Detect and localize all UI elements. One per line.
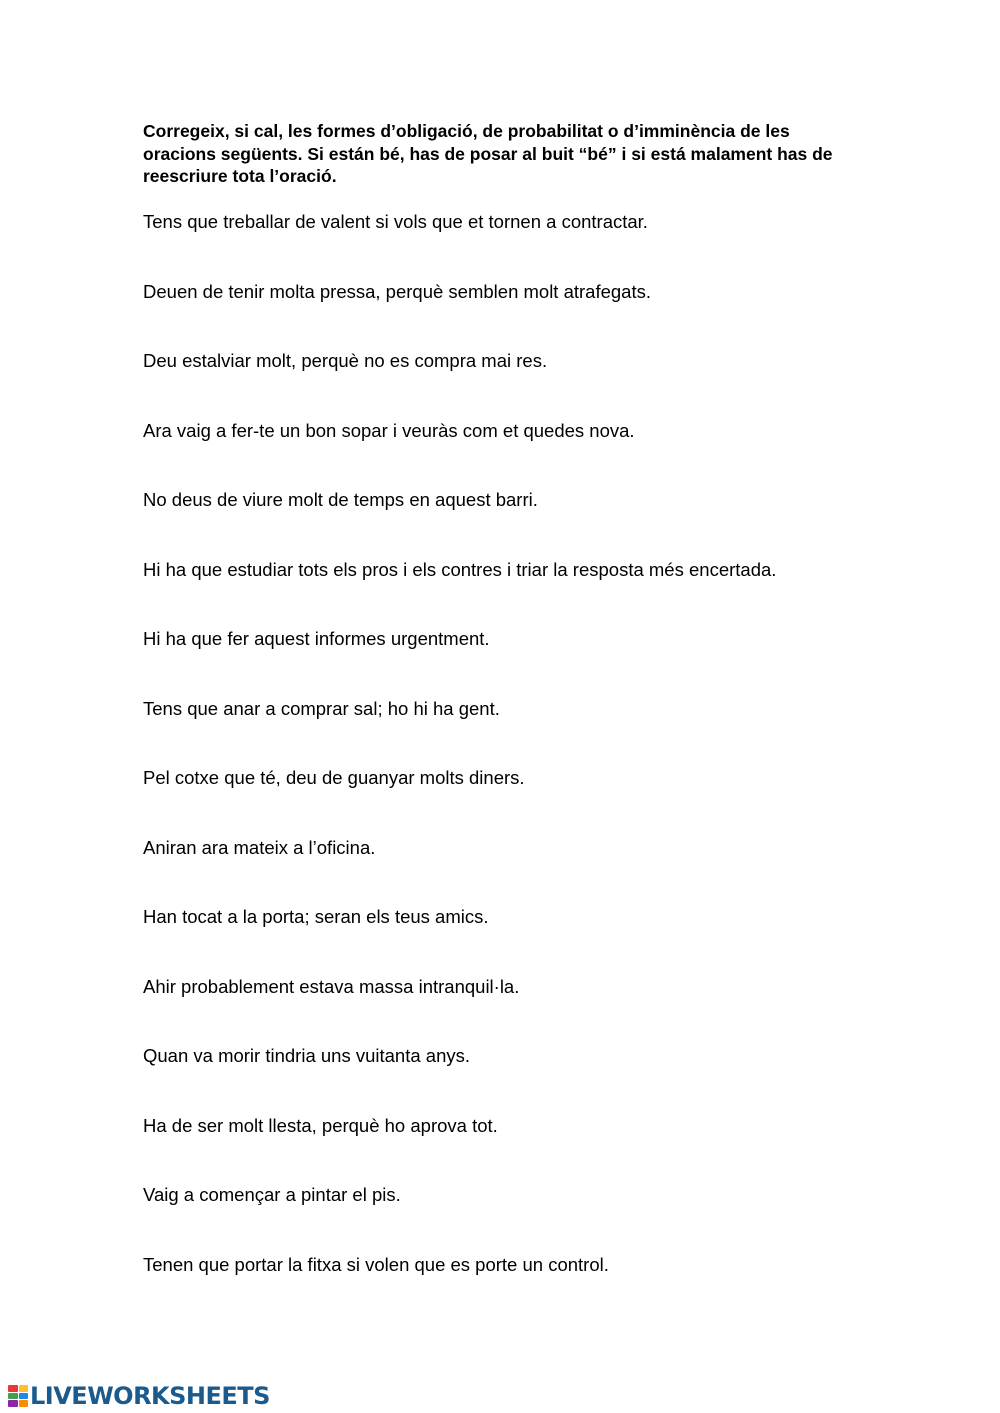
instructions: Corregeix, si cal, les formes d’obligació, de probabilitat o d’imminència de les oracions següents. Si están bé, has de posar al buit “bé” i si está malament has de reescriure tota l’oració. xyxy=(143,121,833,186)
sentence-7: Hi ha que fer aquest informes urgentment. xyxy=(143,628,490,649)
sentence-8: Tens que anar a comprar sal; ho hi ha gent. xyxy=(143,698,500,719)
sentence-4: Ara vaig a fer-te un bon sopar i veuràs com et quedes nova. xyxy=(143,420,635,441)
sentence-9: Pel cotxe que té, deu de guanyar molts diners. xyxy=(143,767,525,788)
sentence-5: No deus de viure molt de temps en aquest barri. xyxy=(143,489,538,510)
sentence-2: Deuen de tenir molta pressa, perquè semblen molt atrafegats. xyxy=(143,281,652,302)
sentence-6: Hi ha que estudiar tots els pros i els contres i triar la resposta més encertada. xyxy=(143,559,777,580)
sentence-15: Vaig a començar a pintar el pis. xyxy=(143,1184,401,1205)
sentence-11: Han tocat a la porta; seran els teus amics. xyxy=(143,906,489,927)
sentence-12: Ahir probablement estava massa intranquil·la. xyxy=(143,976,520,997)
sentence-1: Tens que treballar de valent si vols que et tornen a contractar. xyxy=(143,211,648,232)
sentence-16: Tenen que portar la fitxa si volen que es porte un control. xyxy=(143,1254,609,1275)
liveworksheets-logo-icon xyxy=(8,1385,28,1407)
sentence-10: Aniran ara mateix a l’oficina. xyxy=(143,837,376,858)
liveworksheets-logo xyxy=(8,1381,270,1411)
sentence-14: Ha de ser molt llesta, perquè ho aprova tot. xyxy=(143,1115,498,1136)
sentence-3: Deu estalviar molt, perquè no es compra mai res. xyxy=(143,350,548,371)
sentence-13: Quan va morir tindria uns vuitanta anys. xyxy=(143,1045,470,1066)
logo-text: LIVEWORKSHEETS xyxy=(30,1382,270,1410)
